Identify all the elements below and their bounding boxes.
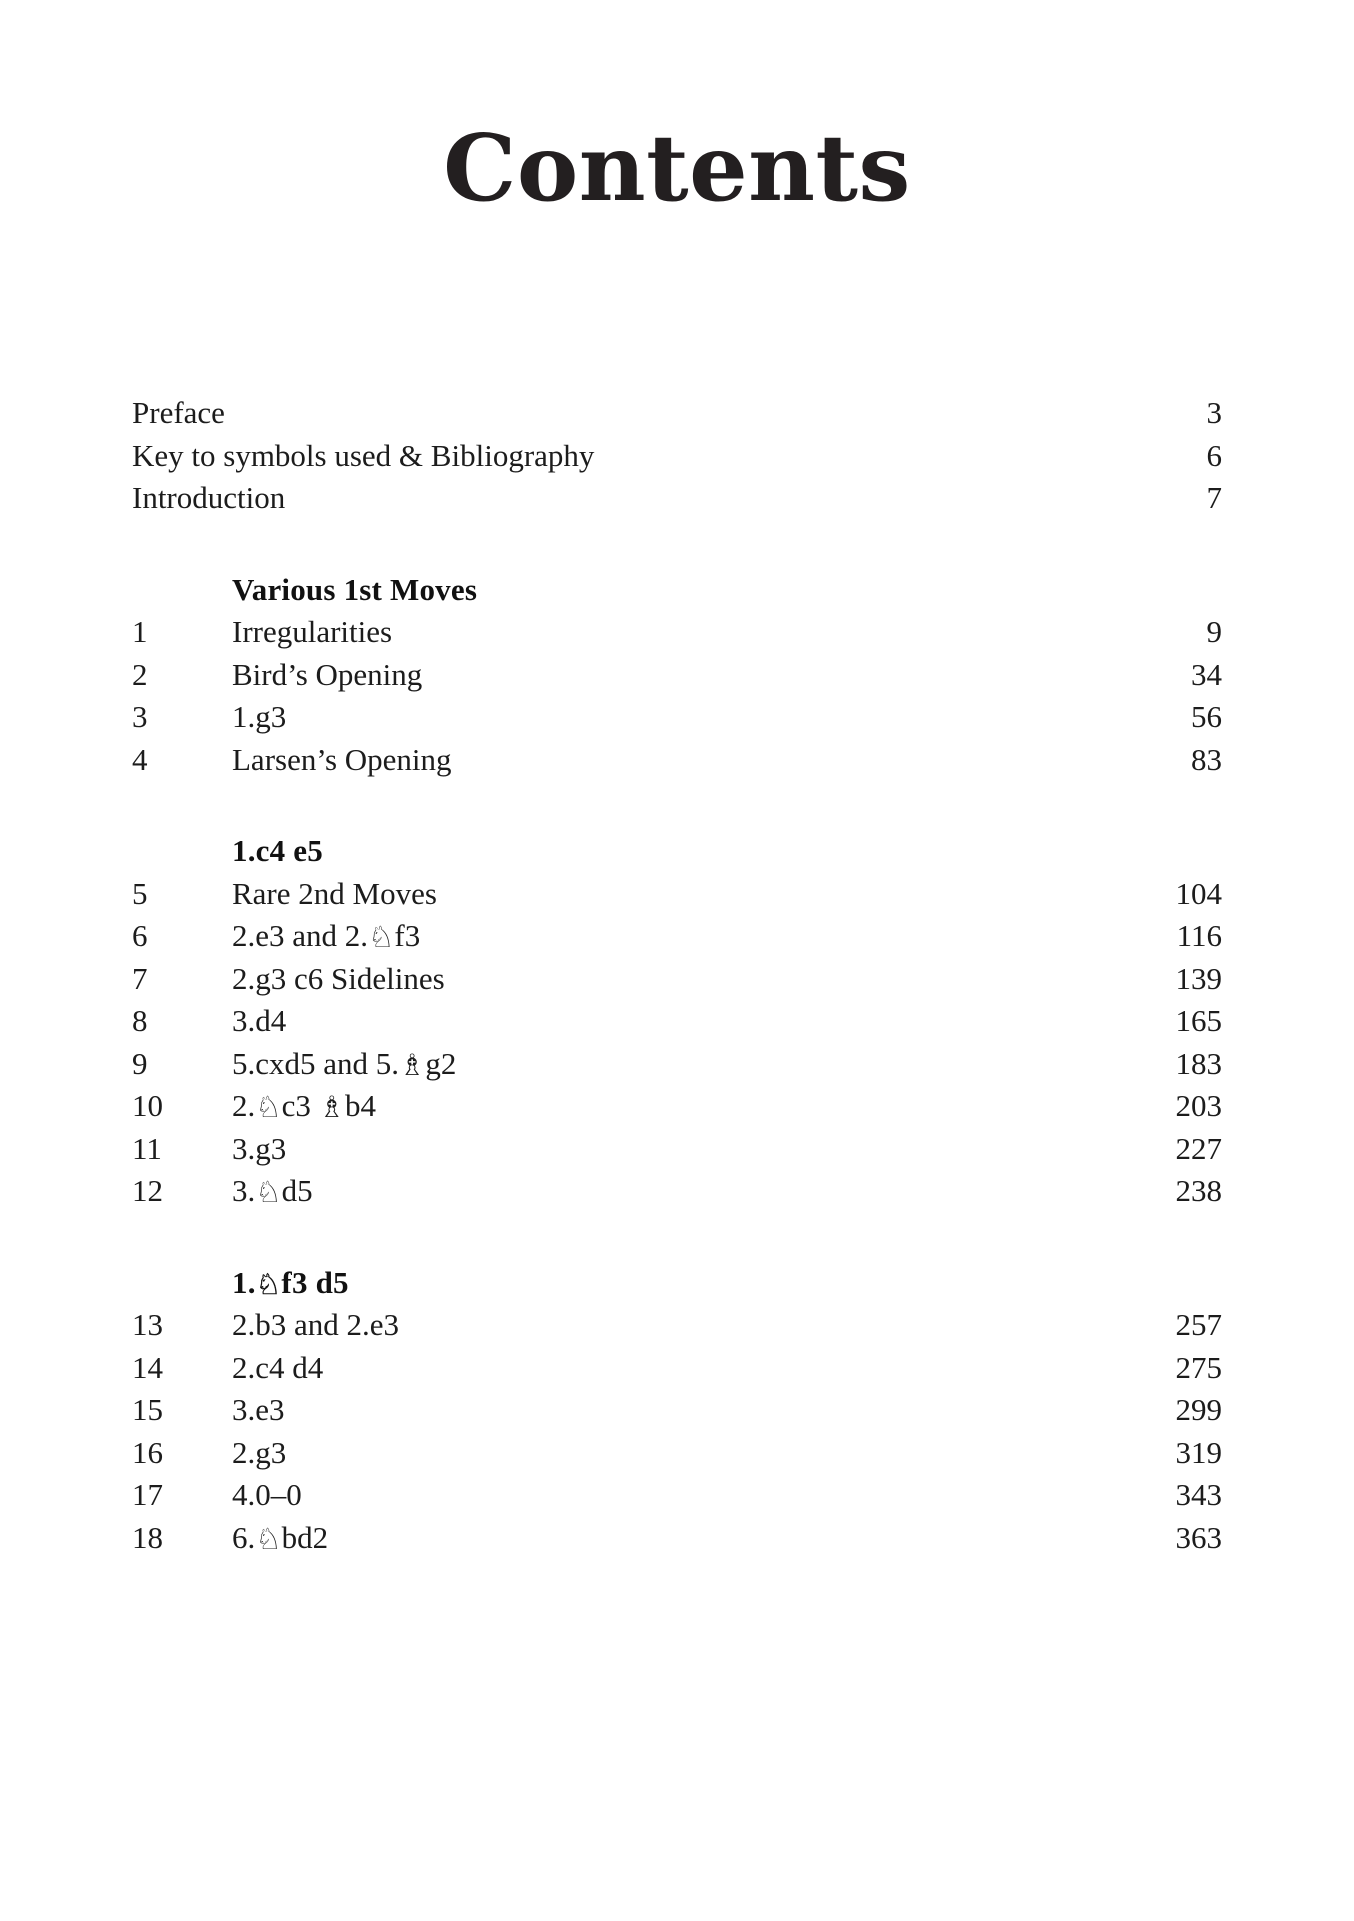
table-row[interactable] [132, 1170, 1222, 1213]
chapter-number: 3 [132, 699, 148, 734]
chapter-page-number: 227 [1175, 1130, 1222, 1166]
chess-piece-icon: ♗ [318, 1090, 346, 1124]
table-row[interactable] [132, 873, 1222, 916]
chapter-title: 2.g3 c6 Sidelines [232, 960, 445, 996]
chapter-number: 1 [132, 614, 148, 649]
chapter-number: 12 [132, 1173, 163, 1208]
chapter-page-number: 343 [1175, 1477, 1222, 1512]
section-1c4-e5 [132, 830, 1222, 1213]
chapter-title: 4.0–0 [232, 1477, 302, 1512]
table-row[interactable] [132, 654, 1222, 697]
chapter-page-number: 275 [1175, 1349, 1222, 1385]
list-item[interactable] [132, 477, 1222, 520]
chess-piece-icon: ♘ [255, 1175, 282, 1209]
chapter-title: Rare 2nd Moves [232, 875, 437, 911]
chapter-page-number: 56 [1191, 699, 1222, 734]
chapter-number: 7 [132, 960, 148, 996]
chapter-page-number: 363 [1175, 1519, 1222, 1555]
chapter-number: 11 [132, 1130, 162, 1166]
chapter-page-number: 116 [1176, 918, 1222, 953]
table-of-contents [132, 392, 1222, 1559]
chess-piece-icon: ♘ [255, 1090, 282, 1124]
section-heading-label: 1.♘f3 d5 [232, 1264, 349, 1301]
chapter-number: 10 [132, 1088, 163, 1123]
chapter-page-number: 183 [1175, 1045, 1222, 1081]
chapter-number: 8 [132, 1003, 148, 1038]
chapter-title: 2.♘c3 ♗b4 [232, 1088, 377, 1124]
chapter-number: 15 [132, 1392, 163, 1427]
table-row[interactable] [132, 1000, 1222, 1043]
section-heading [132, 830, 1222, 873]
chess-piece-icon: ♘ [368, 920, 395, 954]
section-various-1st-moves [132, 569, 1222, 782]
list-item[interactable] [132, 392, 1222, 435]
chapter-number: 17 [132, 1477, 163, 1512]
chess-piece-icon: ♘ [255, 1267, 282, 1301]
table-row[interactable] [132, 1347, 1222, 1390]
chapter-title: 3.♘d5 [232, 1173, 313, 1209]
entry-label: Introduction [132, 480, 286, 515]
chapter-page-number: 104 [1175, 875, 1222, 911]
entry-label: Key to symbols used & Bibliography [132, 437, 595, 473]
chapter-number: 2 [132, 656, 148, 692]
table-row[interactable] [132, 1474, 1222, 1517]
table-row[interactable] [132, 1304, 1222, 1347]
table-row[interactable] [132, 611, 1222, 654]
table-row[interactable] [132, 958, 1222, 1001]
chapter-title: 6.♘bd2 [232, 1519, 329, 1556]
chess-piece-icon: ♗ [399, 1047, 426, 1082]
table-row[interactable] [132, 739, 1222, 782]
entry-label: Preface [132, 395, 225, 430]
chapter-page-number: 238 [1175, 1173, 1222, 1208]
chapter-title: 2.c4 d4 [232, 1349, 324, 1385]
table-row[interactable] [132, 696, 1222, 739]
list-item[interactable] [132, 435, 1222, 478]
chapter-page-number: 9 [1206, 614, 1222, 649]
section-heading [132, 569, 1222, 612]
chapter-title: 3.e3 [232, 1392, 285, 1427]
chapter-title: Irregularities [232, 614, 393, 649]
chapter-page-number: 83 [1191, 741, 1222, 777]
chapter-page-number: 34 [1191, 656, 1222, 692]
chapter-page-number: 203 [1175, 1088, 1222, 1123]
chapter-title: 3.d4 [232, 1003, 287, 1038]
chapter-number: 16 [132, 1434, 163, 1470]
chapter-number: 4 [132, 741, 148, 777]
section-heading-label: 1.c4 e5 [232, 833, 323, 868]
chapter-page-number: 319 [1175, 1434, 1222, 1470]
chapter-title: 2.e3 and 2.♘f3 [232, 918, 421, 954]
section-heading [132, 1262, 1222, 1305]
section-1nf3-d5 [132, 1262, 1222, 1560]
chapter-number: 5 [132, 875, 148, 911]
table-row[interactable] [132, 1389, 1222, 1432]
table-row[interactable] [132, 1043, 1222, 1086]
chapter-page-number: 299 [1175, 1392, 1222, 1427]
chapter-title: 2.g3 [232, 1434, 287, 1470]
chapter-page-number: 165 [1175, 1003, 1222, 1038]
chapter-title: 1.g3 [232, 699, 287, 734]
chapter-title: 3.g3 [232, 1130, 287, 1166]
table-row[interactable] [132, 1432, 1222, 1475]
entry-page-number: 6 [1206, 437, 1222, 473]
entry-page-number: 3 [1206, 395, 1222, 430]
table-row[interactable] [132, 1085, 1222, 1128]
chapter-page-number: 139 [1175, 960, 1222, 996]
chapter-number: 18 [132, 1519, 163, 1555]
entry-page-number: 7 [1206, 480, 1222, 515]
table-row[interactable] [132, 1128, 1222, 1171]
chess-piece-icon: ♘ [255, 1521, 282, 1556]
table-row[interactable] [132, 1517, 1222, 1560]
table-row[interactable] [132, 915, 1222, 958]
chapter-number: 14 [132, 1349, 163, 1385]
page-title: Contents [443, 114, 911, 222]
chapter-title: Bird’s Opening [232, 656, 423, 692]
front-matter-list [132, 392, 1222, 520]
chapter-number: 13 [132, 1307, 163, 1342]
chapter-title: 2.b3 and 2.e3 [232, 1307, 400, 1342]
chapter-number: 6 [132, 918, 148, 953]
chapter-title: 5.cxd5 and 5.♗g2 [232, 1045, 457, 1082]
section-heading-label: Various 1st Moves [232, 571, 478, 607]
chapter-number: 9 [132, 1045, 148, 1081]
chapter-title: Larsen’s Opening [232, 741, 452, 777]
chapter-page-number: 257 [1175, 1307, 1222, 1342]
